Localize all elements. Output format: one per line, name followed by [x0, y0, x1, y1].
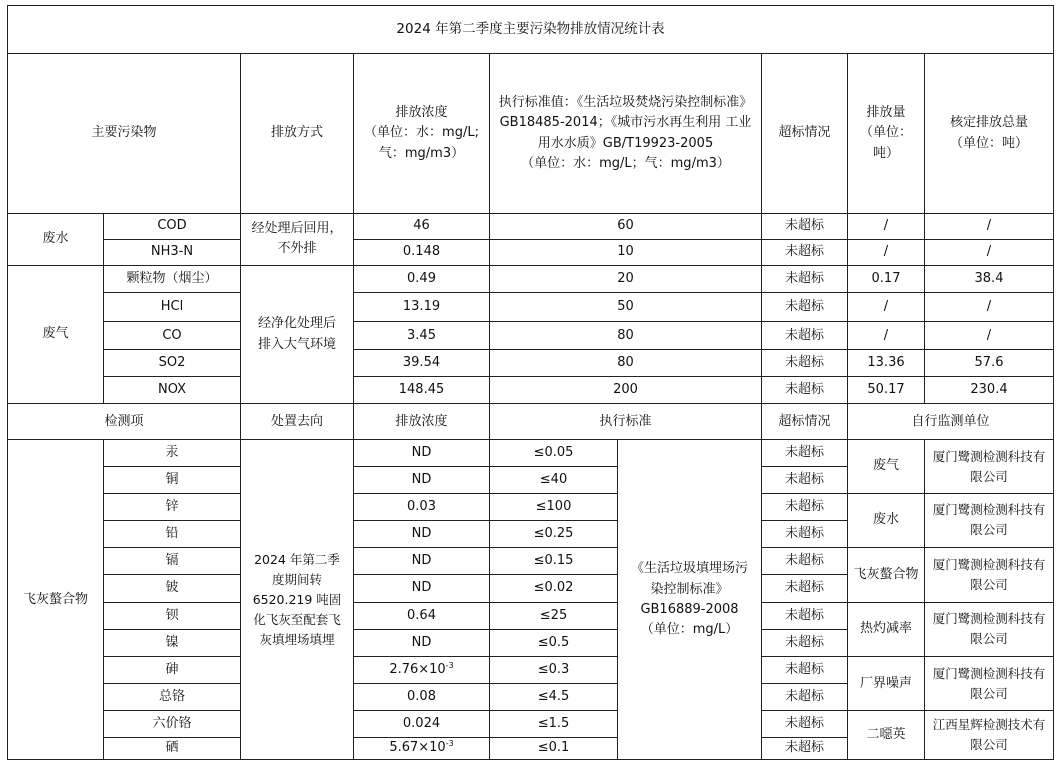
- wastewater-total: /: [925, 239, 1054, 265]
- wastegas-total: /: [925, 293, 1054, 322]
- monitor-type: 厂界噪声: [848, 656, 925, 710]
- header-method: 排放方式: [241, 54, 354, 213]
- flyash-limit: ≤0.1: [490, 737, 618, 759]
- wastewater-standard: 60: [490, 213, 762, 239]
- wastegas-standard: 50: [490, 293, 762, 322]
- wastegas-amount: 13.36: [848, 349, 925, 376]
- flyash-concentration: 0.03: [354, 493, 490, 520]
- monitor-type: 飞灰螯合物: [848, 548, 925, 602]
- sci-mantissa: 2.76: [389, 662, 419, 678]
- wastewater-category: 废水: [8, 213, 104, 265]
- monitor-unit: 厦门鹭测检测科技有限公司: [925, 602, 1054, 656]
- wastewater-exceed: 未超标: [762, 239, 848, 265]
- wastegas-category: 废气: [8, 266, 104, 404]
- flyash-exceed: 未超标: [762, 737, 848, 759]
- wastegas-standard: 20: [490, 266, 762, 293]
- flyash-concentration: ND: [354, 440, 490, 466]
- monitor-unit: 厦门鹭测检测科技有限公司: [925, 493, 1054, 547]
- wastegas-standard: 200: [490, 376, 762, 403]
- wastegas-total: 230.4: [925, 376, 1054, 403]
- flyash-standard-doc: 《生活垃圾填埋场污染控制标准》 GB16889-2008 （单位：mg/L）: [618, 440, 762, 760]
- flyash-limit: ≤0.3: [490, 656, 618, 683]
- wastegas-concentration: 0.49: [354, 266, 490, 293]
- sci-times-ten: ×10: [418, 662, 446, 678]
- flyash-item: 钡: [104, 602, 241, 629]
- flyash-exceed: 未超标: [762, 629, 848, 656]
- header2-standard: 执行标准: [490, 404, 762, 440]
- flyash-concentration: ND: [354, 629, 490, 656]
- flyash-exceed: 未超标: [762, 684, 848, 711]
- flyash-limit: ≤40: [490, 466, 618, 493]
- flyash-disposal: 2024 年第二季度期间转6520.219 吨固化飞灰至配套飞灰填埋场填埋: [241, 440, 354, 760]
- flyash-limit: ≤0.5: [490, 629, 618, 656]
- wastegas-amount: /: [848, 322, 925, 349]
- flyash-exceed: 未超标: [762, 520, 848, 547]
- wastewater-exceed: 未超标: [762, 213, 848, 239]
- header2-disposal: 处置去向: [241, 404, 354, 440]
- flyash-item: 铅: [104, 520, 241, 547]
- wastegas-total: 57.6: [925, 349, 1054, 376]
- flyash-limit: ≤0.25: [490, 520, 618, 547]
- monitor-type: 废气: [848, 440, 925, 493]
- flyash-exceed: 未超标: [762, 602, 848, 629]
- flyash-item: 六价铬: [104, 711, 241, 737]
- wastewater-method: 经处理后回用， 不外排: [241, 213, 354, 265]
- monitor-type: 二噁英: [848, 711, 925, 760]
- wastegas-item: CO: [104, 322, 241, 349]
- monitor-unit: 厦门鹭测检测科技有限公司: [925, 656, 1054, 710]
- header2-monitor: 自行监测单位: [848, 404, 1054, 440]
- wastegas-concentration: 39.54: [354, 349, 490, 376]
- flyash-limit: ≤100: [490, 493, 618, 520]
- header2-concentration: 排放浓度: [354, 404, 490, 440]
- flyash-concentration: ND: [354, 575, 490, 602]
- wastegas-item: NOX: [104, 376, 241, 403]
- monitor-unit: 厦门鹭测检测科技有限公司: [925, 548, 1054, 602]
- wastegas-total: 38.4: [925, 266, 1054, 293]
- wastewater-total: /: [925, 213, 1054, 239]
- wastewater-amount: /: [848, 239, 925, 265]
- flyash-item: 总铬: [104, 684, 241, 711]
- pollutant-statistics-table: [7, 5, 1054, 760]
- flyash-limit: ≤0.02: [490, 575, 618, 602]
- wastewater-item: NH3-N: [104, 239, 241, 265]
- wastegas-amount: 0.17: [848, 266, 925, 293]
- header-standard: 执行标准值：《生活垃圾焚烧污染控制标准》GB18485-2014；《城市污水再生利用 工业用水水质》GB/T19923-2005 （单位：水：mg/L；气：mg/m3）: [490, 54, 762, 213]
- flyash-limit: ≤0.15: [490, 548, 618, 575]
- sci-times-ten: ×10: [418, 740, 446, 756]
- flyash-concentration: 0.08: [354, 684, 490, 711]
- sci-exponent: -3: [445, 661, 454, 671]
- wastegas-amount: /: [848, 293, 925, 322]
- wastewater-item: COD: [104, 213, 241, 239]
- flyash-item: 镉: [104, 548, 241, 575]
- wastegas-standard: 80: [490, 349, 762, 376]
- wastegas-exceed: 未超标: [762, 322, 848, 349]
- flyash-concentration-sci: [354, 737, 490, 759]
- flyash-concentration: 0.024: [354, 711, 490, 737]
- flyash-exceed: 未超标: [762, 656, 848, 683]
- flyash-exceed: 未超标: [762, 575, 848, 602]
- flyash-exceed: 未超标: [762, 440, 848, 466]
- wastegas-exceed: 未超标: [762, 293, 848, 322]
- sci-mantissa: 5.67: [389, 740, 419, 756]
- wastegas-total: /: [925, 322, 1054, 349]
- flyash-item: 汞: [104, 440, 241, 466]
- flyash-exceed: 未超标: [762, 711, 848, 737]
- flyash-concentration: ND: [354, 466, 490, 493]
- header2-exceed: 超标情况: [762, 404, 848, 440]
- wastegas-method: 经净化处理后 排入大气环境: [241, 266, 354, 404]
- wastewater-amount: /: [848, 213, 925, 239]
- flyash-concentration: ND: [354, 548, 490, 575]
- wastegas-standard: 80: [490, 322, 762, 349]
- wastegas-exceed: 未超标: [762, 376, 848, 403]
- flyash-exceed: 未超标: [762, 548, 848, 575]
- flyash-limit: ≤25: [490, 602, 618, 629]
- monitor-unit: 厦门鹭测检测科技有限公司: [925, 440, 1054, 493]
- flyash-item: 砷: [104, 656, 241, 683]
- wastewater-concentration: 0.148: [354, 239, 490, 265]
- sci-exponent: -3: [445, 739, 454, 749]
- wastegas-amount: 50.17: [848, 376, 925, 403]
- monitor-unit: 江西星辉检测技术有限公司: [925, 711, 1054, 760]
- flyash-concentration: 0.64: [354, 602, 490, 629]
- wastewater-standard: 10: [490, 239, 762, 265]
- flyash-concentration: ND: [354, 520, 490, 547]
- flyash-limit: ≤4.5: [490, 684, 618, 711]
- wastegas-item: HCl: [104, 293, 241, 322]
- table-title: 2024 年第二季度主要污染物排放情况统计表: [8, 6, 1054, 54]
- header-concentration: 排放浓度 （单位：水：mg/L; 气：mg/m3）: [354, 54, 490, 213]
- flyash-limit: ≤1.5: [490, 711, 618, 737]
- monitor-type: 废水: [848, 493, 925, 547]
- wastegas-item: 颗粒物（烟尘）: [104, 266, 241, 293]
- wastegas-concentration: 148.45: [354, 376, 490, 403]
- flyash-item: 硒: [104, 737, 241, 759]
- flyash-item: 铍: [104, 575, 241, 602]
- header-exceed: 超标情况: [762, 54, 848, 213]
- flyash-item: 镍: [104, 629, 241, 656]
- wastegas-concentration: 3.45: [354, 322, 490, 349]
- flyash-item: 锌: [104, 493, 241, 520]
- wastegas-exceed: 未超标: [762, 349, 848, 376]
- header2-item: 检测项: [8, 404, 241, 440]
- monitor-type: 热灼减率: [848, 602, 925, 656]
- header-pollutant: 主要污染物: [8, 54, 241, 213]
- flyash-limit: ≤0.05: [490, 440, 618, 466]
- flyash-concentration-sci: [354, 656, 490, 683]
- header-amount: 排放量 （单位： 吨）: [848, 54, 925, 213]
- flyash-exceed: 未超标: [762, 493, 848, 520]
- report-container: [7, 5, 1053, 760]
- wastewater-concentration: 46: [354, 213, 490, 239]
- wastegas-item: SO2: [104, 349, 241, 376]
- flyash-category: 飞灰螯合物: [8, 440, 104, 760]
- flyash-exceed: 未超标: [762, 466, 848, 493]
- header-total: 核定排放总量 （单位：吨）: [925, 54, 1054, 213]
- flyash-item: 铜: [104, 466, 241, 493]
- wastegas-exceed: 未超标: [762, 266, 848, 293]
- wastegas-concentration: 13.19: [354, 293, 490, 322]
